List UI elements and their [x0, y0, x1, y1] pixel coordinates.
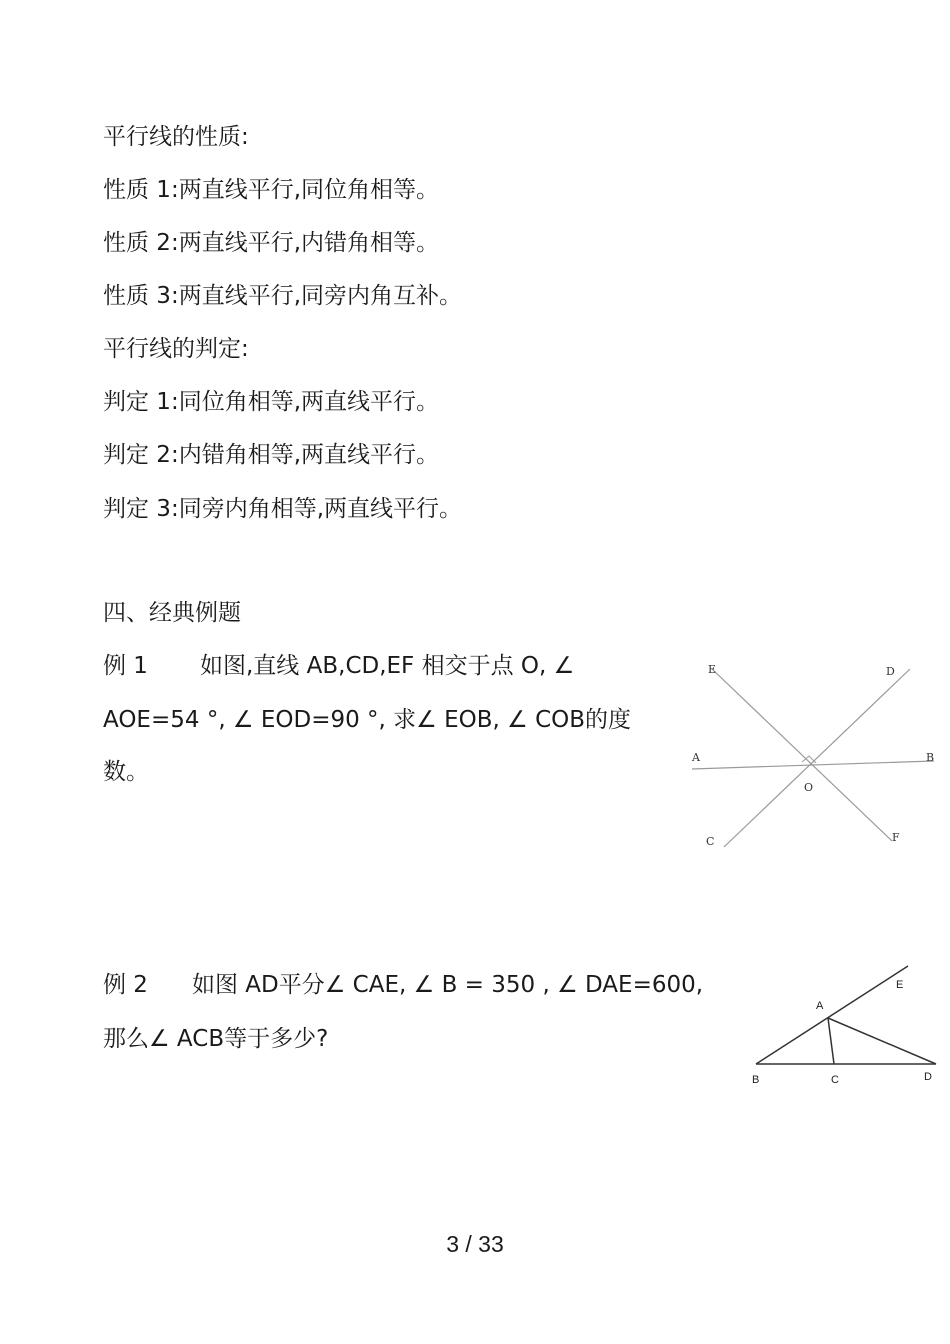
segment-ac	[828, 1018, 834, 1064]
criteria-heading: 平行线的判定:	[103, 336, 249, 362]
segment-ad	[828, 1018, 936, 1064]
line-ef	[712, 669, 892, 841]
example1-label: 例 1	[103, 653, 148, 679]
property-1: 性质 1:两直线平行,同位角相等。	[103, 177, 440, 203]
label-f: F	[892, 831, 900, 844]
example1-line1: 如图,直线 AB,CD,EF 相交于点 O, ∠	[200, 653, 575, 679]
label-a: A	[692, 751, 700, 764]
section-heading: 四、经典例题	[103, 600, 241, 626]
example1-line3: 数。	[103, 759, 149, 785]
label-c: C	[706, 835, 715, 848]
example2-figure	[744, 958, 944, 1090]
example1-line2: AOE=54 °, ∠ EOD=90 °, 求∠ EOB, ∠ COB的度	[103, 707, 632, 733]
label-c2: C	[831, 1074, 839, 1086]
properties-heading: 平行线的性质:	[103, 124, 249, 150]
example2-label: 例 2	[103, 972, 148, 998]
example1-figure	[686, 655, 946, 855]
property-2: 性质 2:两直线平行,内错角相等。	[103, 230, 440, 256]
label-d2: D	[924, 1071, 932, 1083]
label-b2: B	[752, 1074, 760, 1086]
label-b: B	[926, 751, 935, 764]
label-a2: A	[816, 1000, 824, 1012]
example2-line1: 如图 AD平分∠ CAE, ∠ B = 350 , ∠ DAE=600,	[192, 972, 704, 998]
criterion-3: 判定 3:同旁内角相等,两直线平行。	[103, 496, 463, 522]
property-3: 性质 3:两直线平行,同旁内角互补。	[103, 283, 463, 309]
line-cd	[724, 669, 910, 847]
label-d: D	[886, 665, 895, 678]
criterion-1: 判定 1:同位角相等,两直线平行。	[103, 389, 440, 415]
example2-line2: 那么∠ ACB等于多少?	[103, 1026, 329, 1052]
criterion-2: 判定 2:内错角相等,两直线平行。	[103, 442, 440, 468]
label-e2: E	[896, 979, 904, 991]
label-e: E	[708, 663, 717, 676]
label-o: O	[804, 781, 814, 794]
page-number: 3 / 33	[446, 1231, 504, 1257]
